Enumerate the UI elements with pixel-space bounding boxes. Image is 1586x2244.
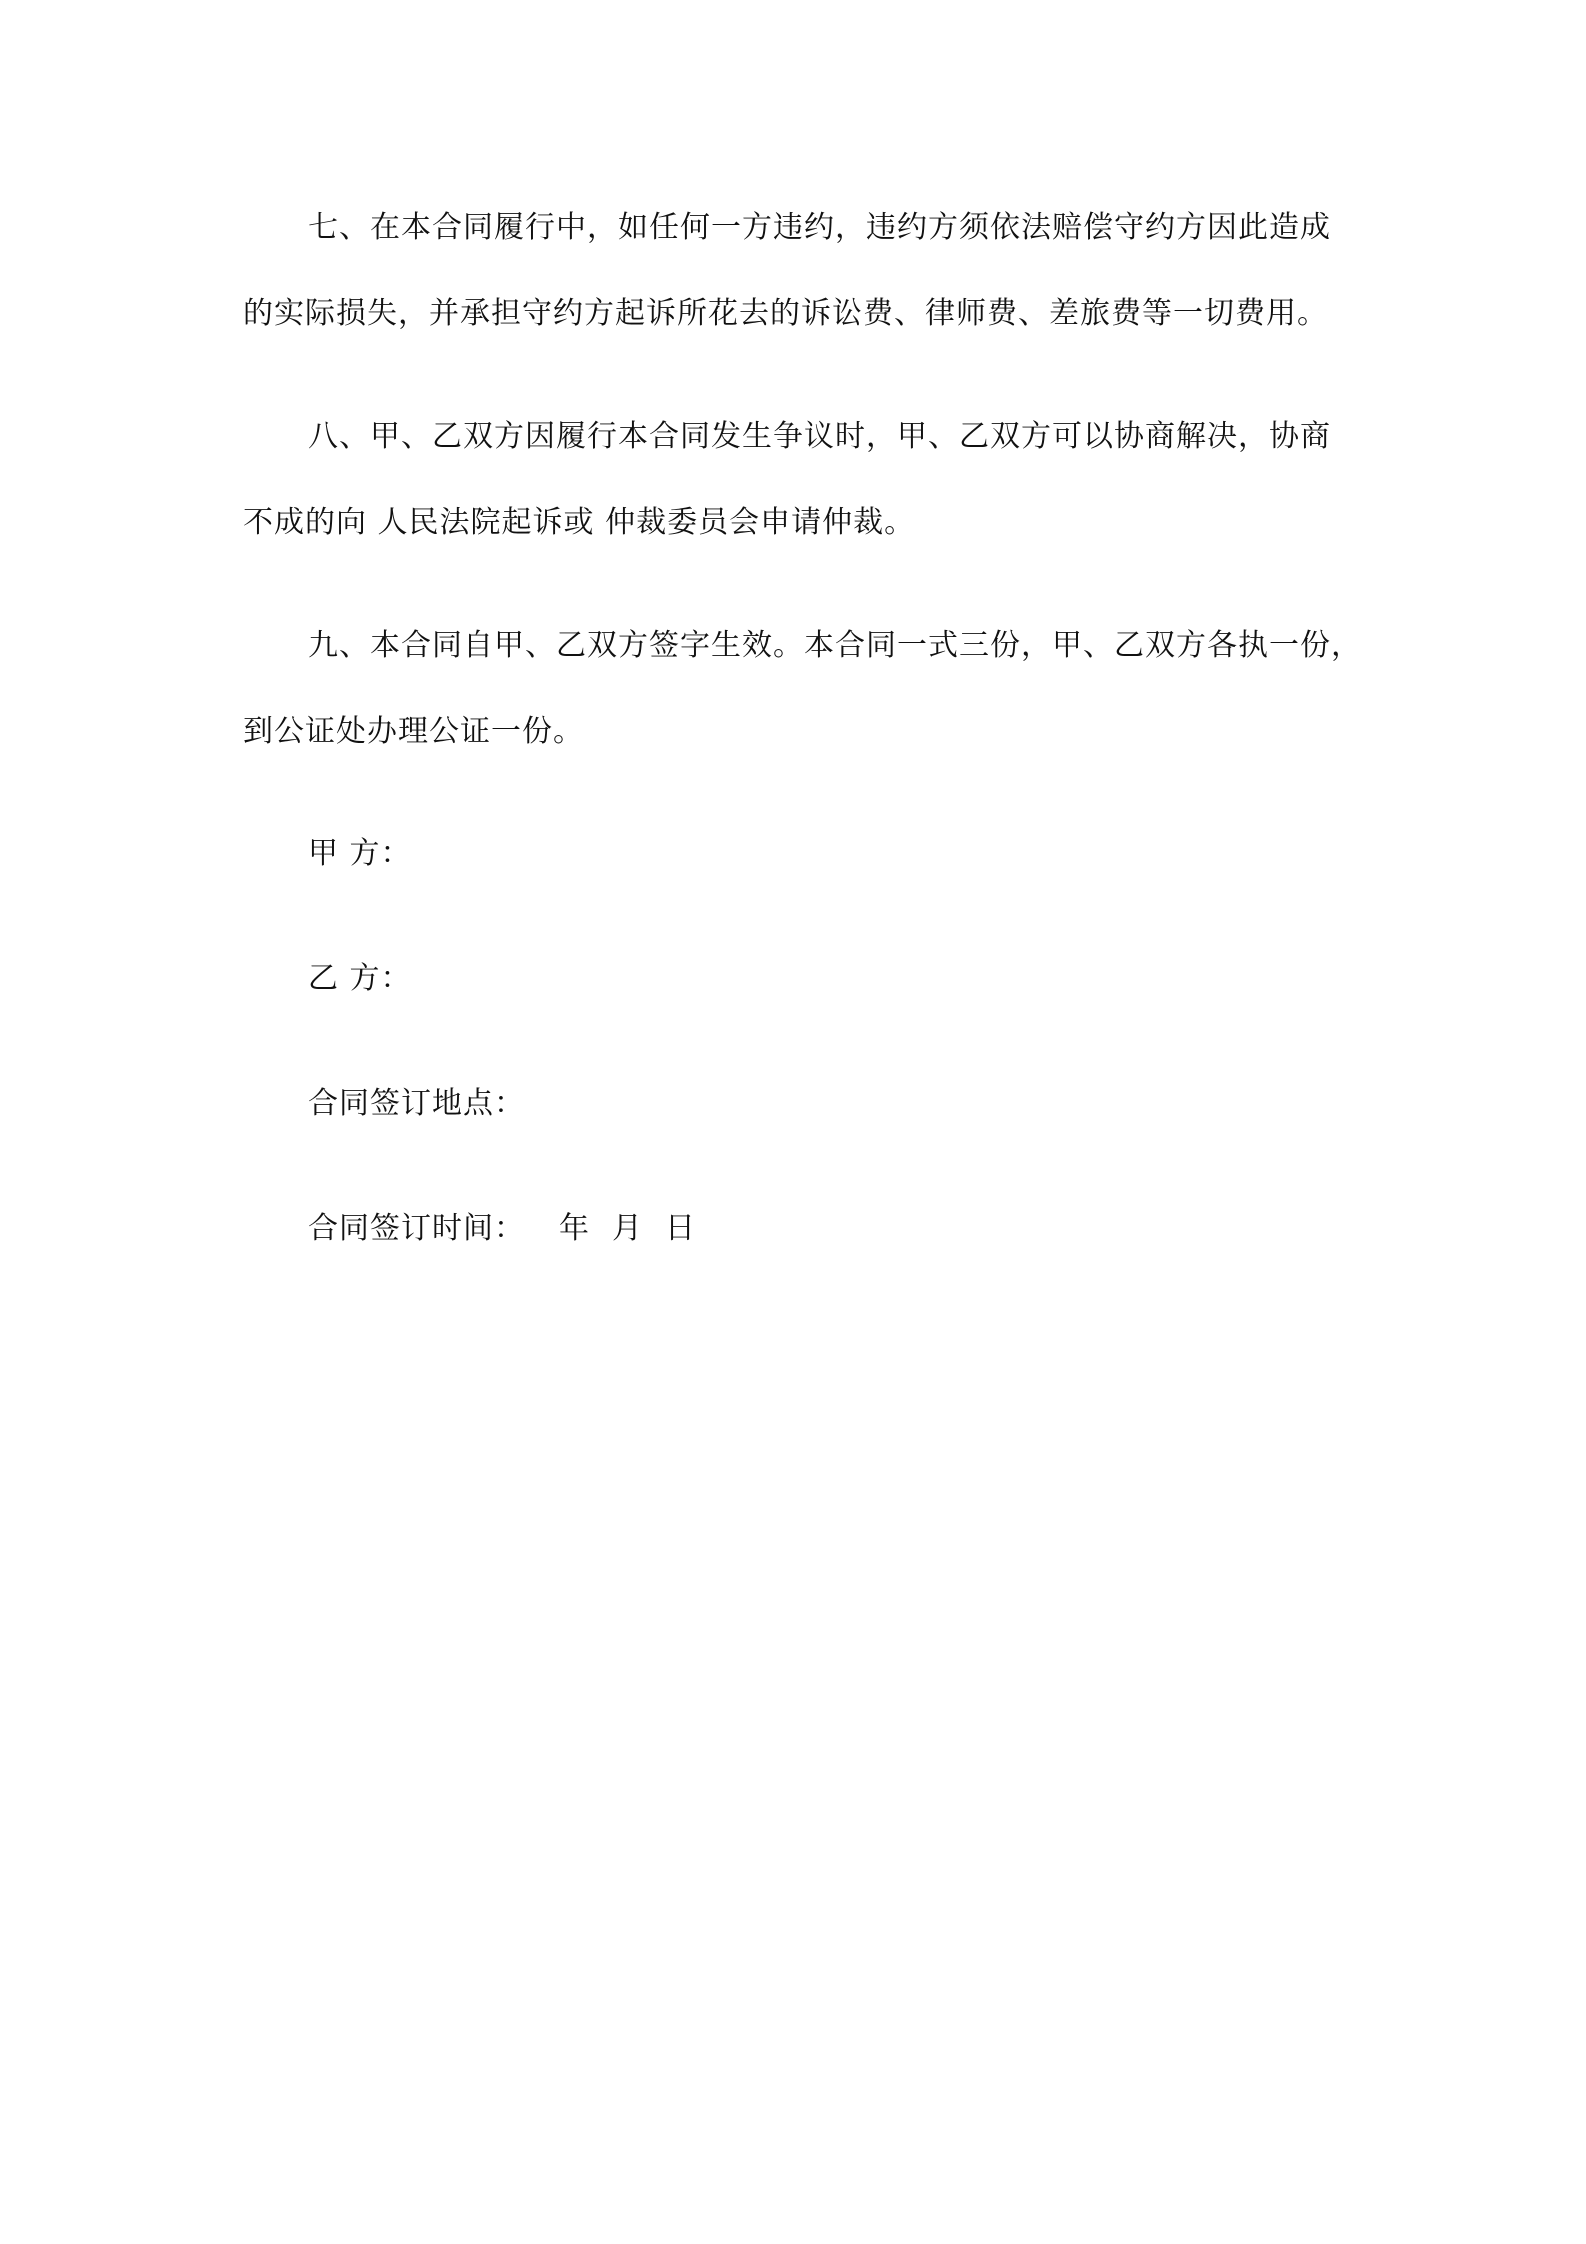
clause-7-line-1: 七、在本合同履行中，如任何一方违约，违约方须依法赔偿守约方因此造成 (308, 210, 1331, 245)
day-label: 日 (665, 1211, 696, 1246)
party-a-label: 甲 方： (308, 836, 412, 871)
clause-7-line-2: 的实际损失，并承担守约方起诉所花去的诉讼费、律师费、差旅费等一切费用。 (243, 296, 1328, 331)
month-label: 月 (612, 1211, 643, 1246)
clause-9-line-1: 九、本合同自甲、乙双方签字生效。本合同一式三份，甲、乙双方各执一份， (308, 628, 1362, 663)
signing-time-label: 合同签订时间： (308, 1211, 525, 1246)
year-label: 年 (559, 1211, 590, 1246)
signing-place-label: 合同签订地点： (308, 1086, 525, 1121)
party-b-label: 乙 方： (308, 961, 412, 996)
signing-time-row (308, 1209, 696, 1249)
clause-9-line-2: 到公证处办理公证一份。 (243, 714, 584, 749)
clause-8-line-2: 不成的向 人民法院起诉或 仲裁委员会申请仲裁。 (243, 505, 916, 540)
clause-8-line-1: 八、甲、乙双方因履行本合同发生争议时，甲、乙双方可以协商解决，协商 (308, 419, 1331, 454)
